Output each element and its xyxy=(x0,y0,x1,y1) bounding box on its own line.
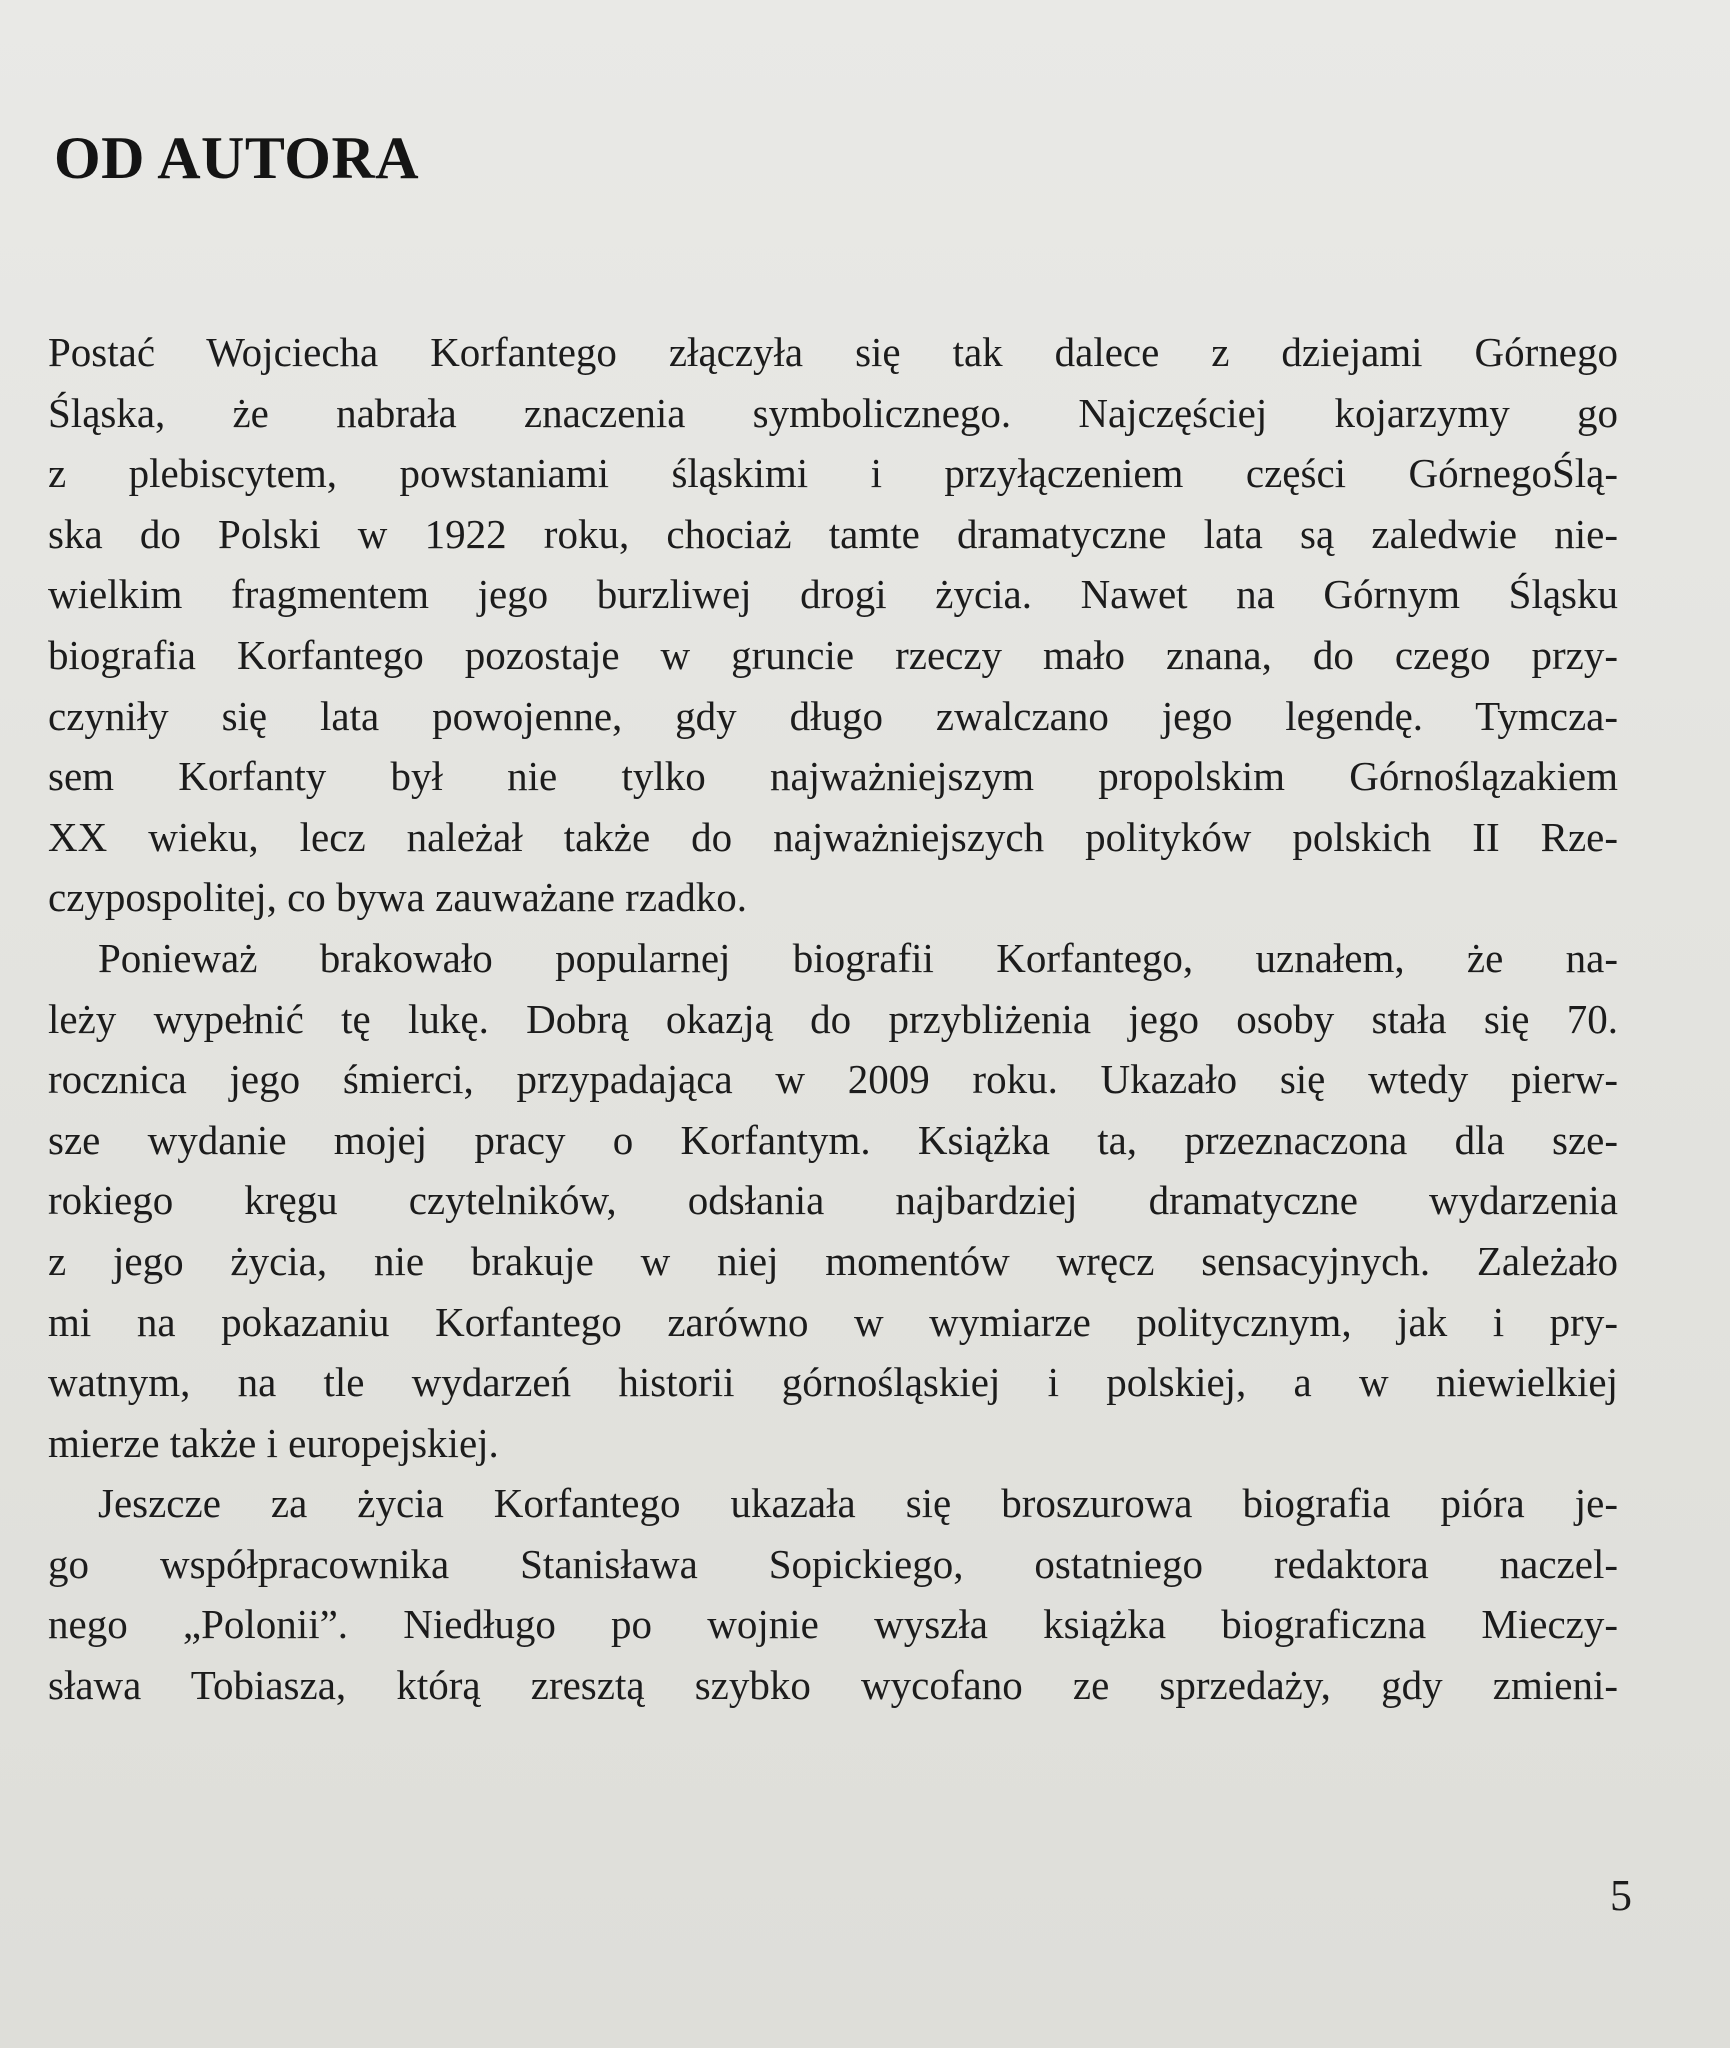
text-line: mierze także i europejskiej. xyxy=(48,1419,499,1466)
text-line: sem Korfanty był nie tylko najważniejszym propolskim Górnoślązakiem xyxy=(48,753,1618,800)
text-line: nego „Polonii”. Niedługo po wojnie wyszła książka biograficzna Mieczy- xyxy=(48,1601,1618,1648)
text-line: z jego życia, nie brakuje w niej momentów wręcz sensacyjnych. Zależało xyxy=(48,1237,1618,1284)
text-line: biografia Korfantego pozostaje w gruncie rzeczy mało znana, do czego przy- xyxy=(48,631,1618,678)
text-line: czypospolitej, co bywa zauważane rzadko. xyxy=(48,874,747,921)
paragraph-3 xyxy=(48,1473,1618,1715)
text-line: z plebiscytem, powstaniami śląskimi i przyłączeniem części GórnegoŚlą- xyxy=(48,450,1618,497)
text-line: czyniły się lata powojenne, gdy długo zwalczano jego legendę. Tymcza- xyxy=(48,692,1618,739)
text-line: Jeszcze za życia Korfantego ukazała się broszurowa biografia pióra je- xyxy=(98,1480,1618,1527)
text-line: sława Tobiasza, którą zresztą szybko wycofano ze sprzedaży, gdy zmieni- xyxy=(48,1662,1618,1709)
text-line: Śląska, że nabrała znaczenia symbolicznego. Najczęściej kojarzymy go xyxy=(48,389,1618,436)
text-line: sze wydanie mojej pracy o Korfantym. Książka ta, przeznaczona dla sze- xyxy=(48,1116,1618,1163)
text-line: XX wieku, lecz należał także do najważniejszych polityków polskich II Rze- xyxy=(48,813,1618,860)
text-line: wielkim fragmentem jego burzliwej drogi życia. Nawet na Górnym Śląsku xyxy=(48,571,1618,618)
paragraph-1 xyxy=(48,322,1618,928)
body-text xyxy=(48,322,1618,1716)
text-line: go współpracownika Stanisława Sopickiego, ostatniego redaktora naczel- xyxy=(48,1540,1618,1587)
text-line: Ponieważ brakowało popularnej biografii Korfantego, uznałem, że na- xyxy=(98,934,1618,981)
text-line: watnym, na tle wydarzeń historii górnośląskiej i polskiej, a w niewielkiej xyxy=(48,1359,1618,1406)
text-line: rokiego kręgu czytelników, odsłania najbardziej dramatyczne wydarzenia xyxy=(48,1177,1618,1224)
text-line: Postać Wojciecha Korfantego złączyła się tak dalece z dziejami Górnego xyxy=(48,329,1618,375)
paragraph-2 xyxy=(48,928,1618,1473)
page-number: 5 xyxy=(1610,1871,1632,1920)
text-line: leży wypełnić tę lukę. Dobrą okazją do przybliżenia jego osoby stała się 70. xyxy=(48,995,1618,1042)
text-line: mi na pokazaniu Korfantego zarówno w wymiarze politycznym, jak i pry- xyxy=(48,1298,1618,1345)
text-line: ska do Polski w 1922 roku, chociaż tamte dramatyczne lata są zaledwie nie- xyxy=(48,510,1618,557)
text-line: rocznica jego śmierci, przypadająca w 2009 roku. Ukazało się wtedy pierw- xyxy=(48,1056,1618,1103)
chapter-title: OD AUTORA xyxy=(54,125,420,191)
